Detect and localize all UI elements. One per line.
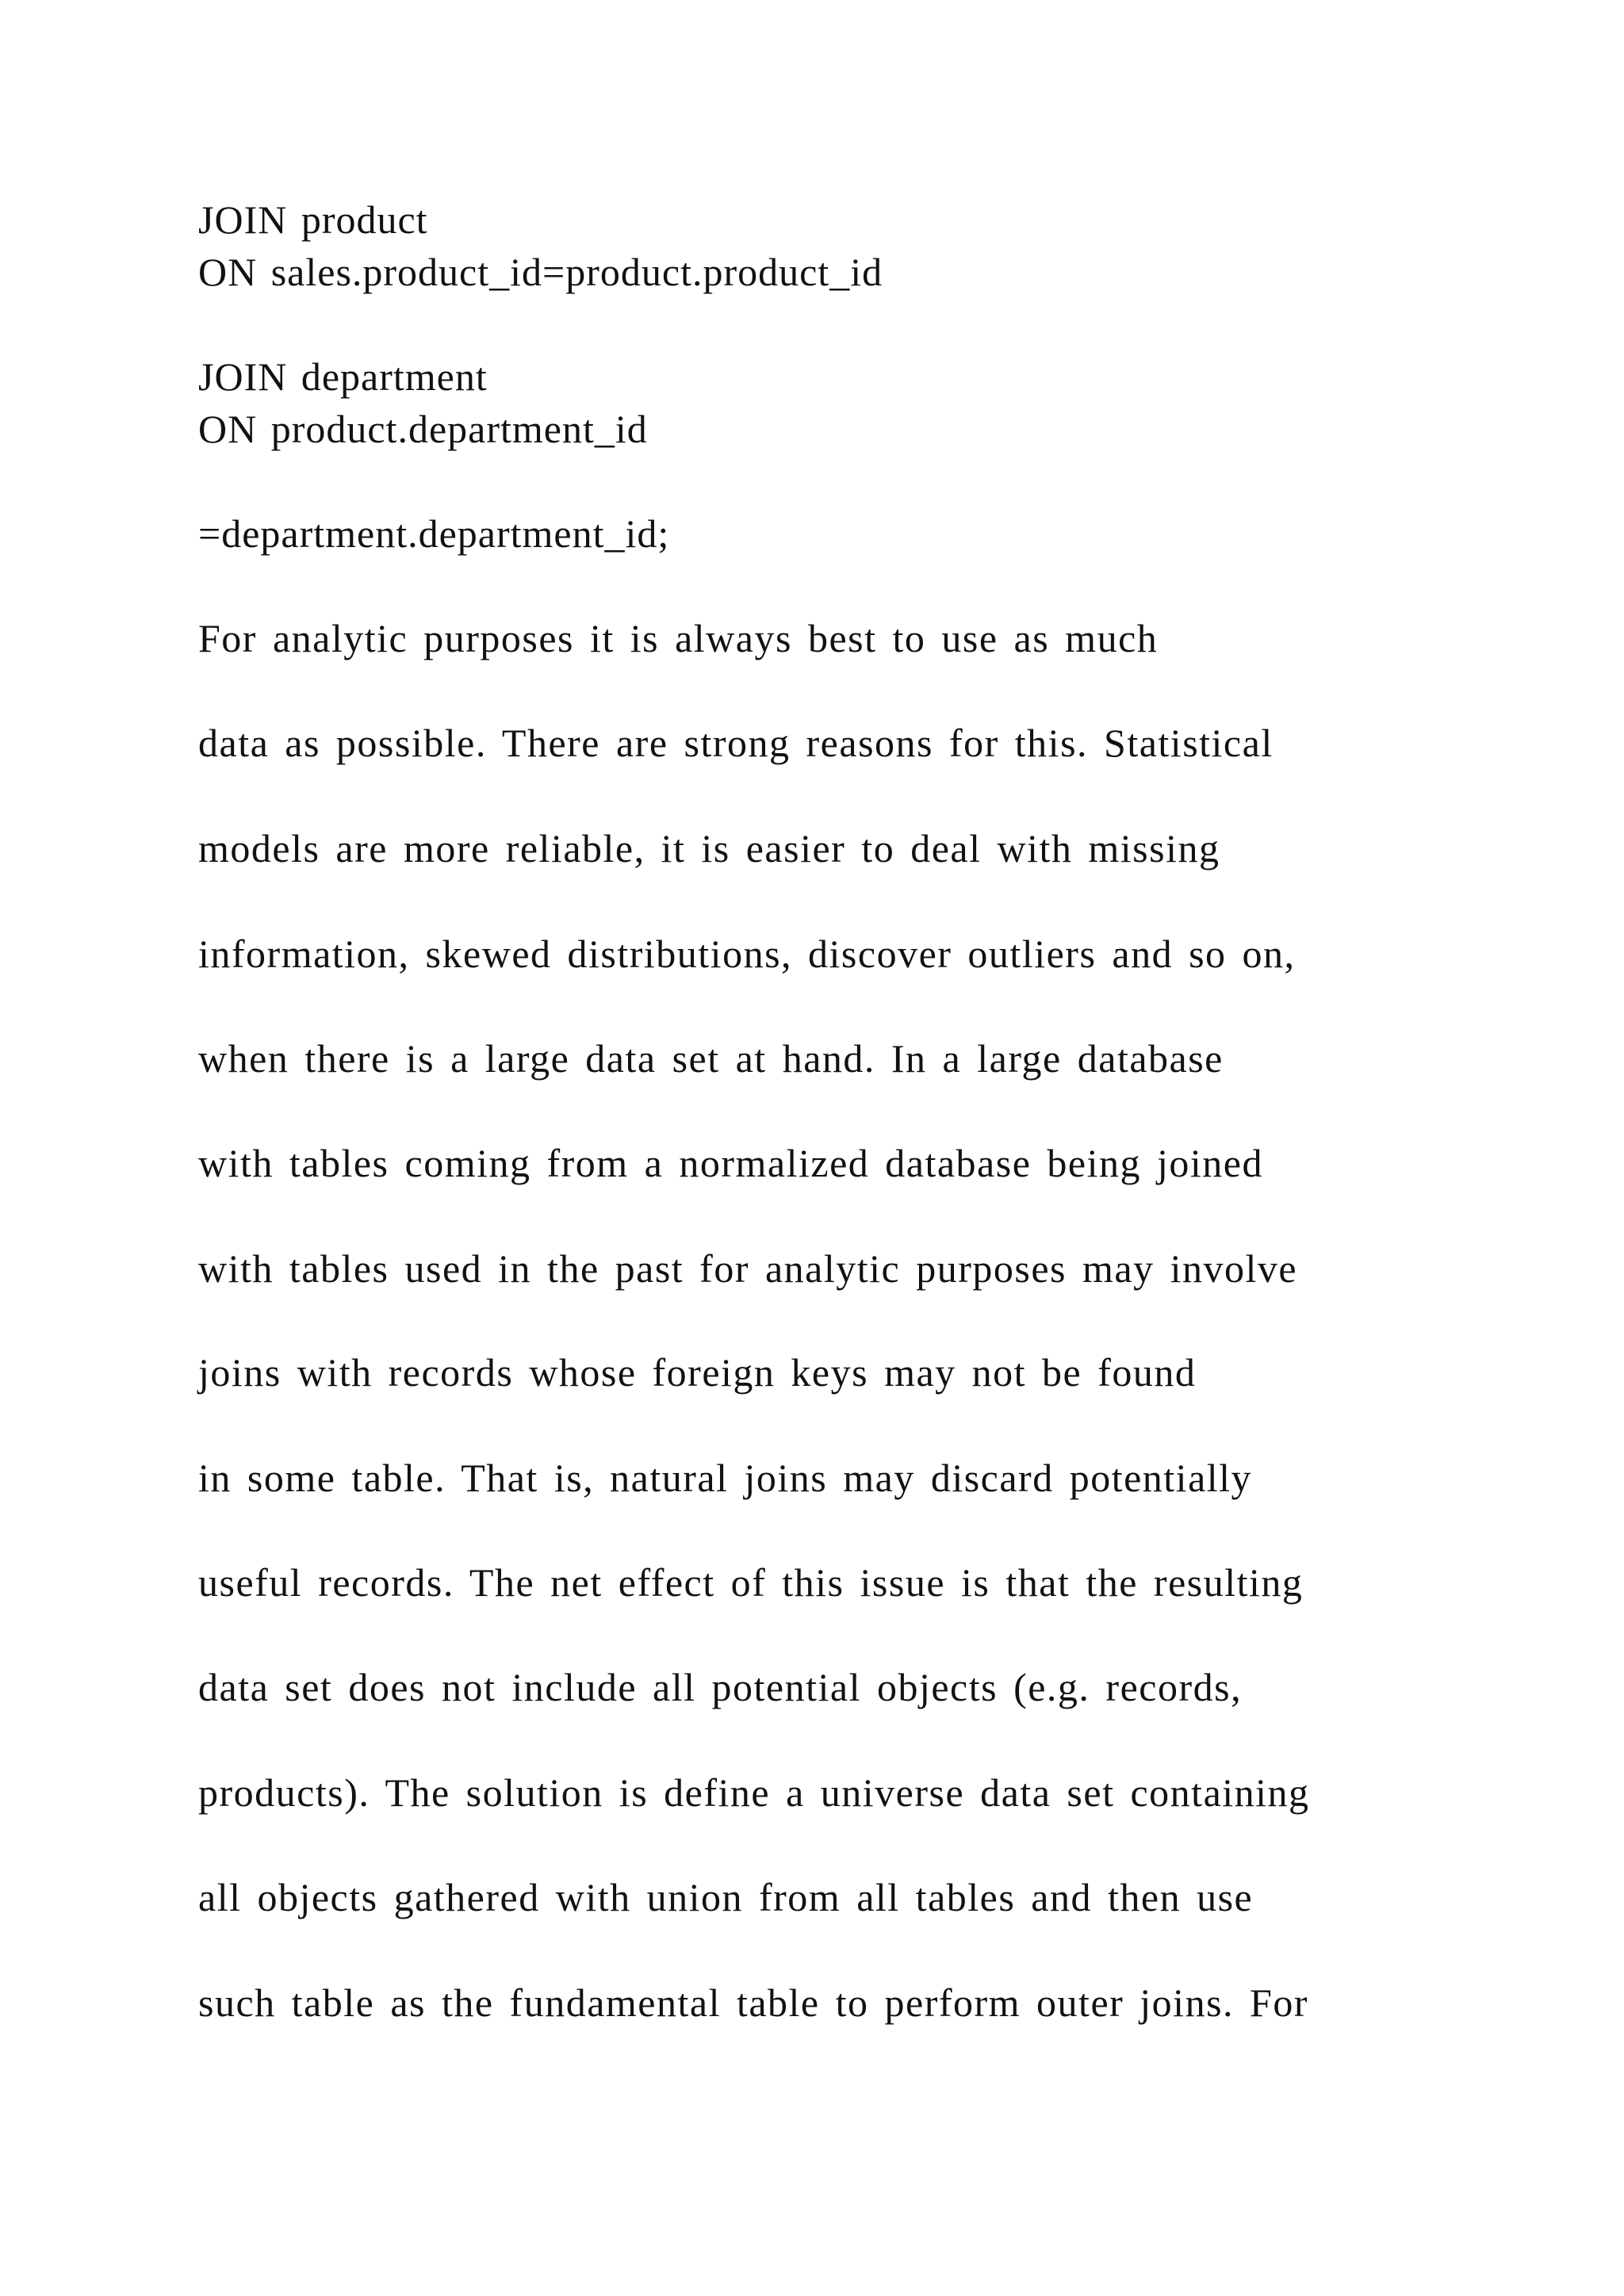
paragraph-line: data set does not include all potential objects (e.g. records,	[198, 1665, 1243, 1709]
paragraph-line: such table as the fundamental table to perform outer joins. For	[198, 1980, 1308, 2025]
paragraph-line: in some table. That is, natural joins may discard potentially	[198, 1456, 1253, 1500]
code-line-department-id: =department.department_id;	[198, 511, 670, 556]
paragraph-line: with tables coming from a normalized database being joined	[198, 1141, 1263, 1185]
paragraph-line: information, skewed distributions, discover outliers and so on,	[198, 932, 1296, 976]
paragraph-line: when there is a large data set at hand. In a large database	[198, 1036, 1224, 1081]
code-line-on-product: ON product.department_id	[198, 407, 648, 451]
paragraph-line: data as possible. There are strong reasons for this. Statistical	[198, 721, 1274, 765]
paragraph-line: joins with records whose foreign keys may not be found	[198, 1350, 1197, 1395]
paragraph-line: models are more reliable, it is easier to deal with missing	[198, 826, 1220, 871]
paragraph-line: For analytic purposes it is always best to use as much	[198, 616, 1159, 660]
paragraph-line: all objects gathered with union from all tables and then use	[198, 1875, 1254, 1919]
paragraph-line: useful records. The net effect of this issue is that the resulting	[198, 1560, 1304, 1605]
paragraph-line: with tables used in the past for analytic purposes may involve	[198, 1246, 1298, 1291]
code-line-join-product: JOIN product	[198, 197, 428, 242]
paragraph-line: products). The solution is define a universe data set containing	[198, 1770, 1310, 1815]
code-line-join-department: JOIN department	[198, 354, 488, 399]
code-line-on-sales: ON sales.product_id=product.product_id	[198, 250, 883, 294]
